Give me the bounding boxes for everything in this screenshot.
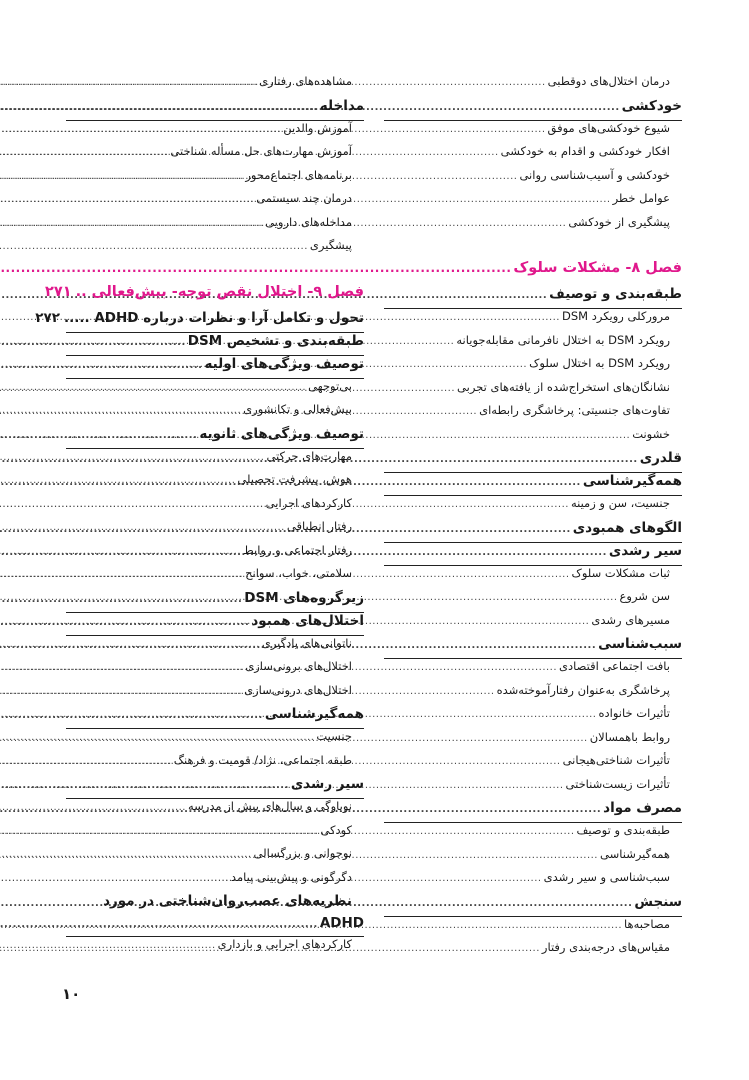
toc-entry-title: طبقه‌بندی و تشخیص DSM <box>187 332 364 349</box>
toc-entry-title: کارکردهای اجرایی <box>265 495 352 510</box>
toc-dot-leader <box>0 826 318 837</box>
toc-entry-main <box>66 776 364 799</box>
toc-entry-title: تأثیرات شناختی‌هیجانی <box>562 753 670 767</box>
toc-entry-sub <box>384 566 682 590</box>
toc-entry-sub <box>66 799 364 823</box>
toc-entry-title: سنجش <box>634 893 682 910</box>
toc-entry-main <box>66 613 364 636</box>
toc-entry-title: اختلال‌های همبود <box>251 612 364 629</box>
toc-entry-title: هوش، پیشرفت تحصیلی <box>237 472 352 486</box>
toc-entry-main <box>66 98 364 121</box>
toc-entry-sub <box>66 937 364 961</box>
toc-entry-sub <box>66 168 364 192</box>
toc-entry-main <box>384 800 682 823</box>
toc-entry-main <box>66 333 364 356</box>
toc-entry-sub <box>384 753 682 777</box>
toc-dot-leader <box>0 147 168 158</box>
toc-entry-title: رویکرد DSM به اختلال سلوک <box>529 356 670 370</box>
toc-entry-title: نوجوانی و بزرگسالی <box>253 846 352 860</box>
toc-entry-title: مسیرهای رشدی <box>591 612 670 627</box>
toc-entry-sub <box>384 144 682 168</box>
toc-entry-title: افکار خودکشی و اقدام به خودکشی <box>500 144 670 158</box>
toc-dot-leader <box>0 732 314 743</box>
toc-entry-title: مداخله <box>319 97 364 114</box>
toc-entry-title: آموزش مهارت‌های حل مسأله شناختی <box>170 144 352 158</box>
page-number: ۱۰ <box>62 985 81 1003</box>
toc-dot-leader <box>0 756 172 767</box>
toc-entry-main <box>384 543 682 566</box>
toc-entry-title: تأثیرات زیست‌شناختی <box>565 776 670 791</box>
toc-entry-title: نظریه‌های عصب‌روان‌شناختی در مورد <box>103 893 352 909</box>
toc-dot-leader <box>0 594 242 605</box>
toc-entry-title: طبقه اجتماعی، نژاد/ قومیت و فرهنگ <box>173 752 352 767</box>
toc-entry-sub <box>66 870 364 894</box>
toc-entry-multi-top <box>66 893 364 915</box>
toc-entry-title: سبب‌شناسی و سیر رشدی <box>543 870 670 884</box>
toc-entry-title: بافت اجتماعی اقتصادی <box>559 659 670 673</box>
toc-dot-leader <box>0 802 186 813</box>
toc-entry-main <box>66 356 364 379</box>
toc-entry-sub <box>384 215 682 239</box>
toc-entry-sub <box>384 496 682 520</box>
toc-entry-title: تحول و تکامل آرا و نظرات درباره ADHD ..... <box>64 309 364 326</box>
toc-entry-sub <box>384 870 682 894</box>
toc-entry-title: همه‌گیرشناسی <box>600 846 670 861</box>
toc-dot-leader <box>0 430 197 441</box>
toc-entry-title: مرورکلی رویکرد DSM <box>562 309 670 323</box>
toc-entry-title: مصرف مواد <box>603 800 682 816</box>
toc-entry-title: بی‌توجهی <box>308 378 352 393</box>
toc-entry-title: کارکردهای اجرایی و بازداری <box>217 937 352 951</box>
toc-entry-sub <box>66 74 364 98</box>
toc-entry-title: شیوع خودکشی‌های موفق <box>547 120 670 135</box>
toc-entry-title: پیشگیری از خودکشی <box>568 214 670 229</box>
toc-entry-title: بیش‌فعالی و تکانشوری <box>243 402 352 416</box>
toc-entry-sub <box>384 730 682 754</box>
toc-entry-title: جنسیت، سن و زمینه <box>570 496 670 510</box>
toc-entry-sub <box>384 309 682 333</box>
toc-dot-leader <box>0 686 242 697</box>
toc-entry-title: دگرگونی و پیش‌بینی پیامد <box>230 869 352 884</box>
toc-dot-leader <box>0 171 243 182</box>
toc-entry-sub <box>384 940 682 964</box>
toc-dot-leader <box>0 124 281 135</box>
toc-entry-title: برنامه‌های اجتماع‌محور <box>245 167 352 182</box>
toc-entry-title: عوامل خطر <box>612 191 670 205</box>
toc-entry-chapter <box>384 260 682 286</box>
toc-entry-chapter <box>45 283 364 310</box>
toc-entry-title: همه‌گیرشناسی <box>264 706 364 722</box>
toc-dot-leader <box>0 522 285 533</box>
toc-entry-title: درمان چند سیستمی <box>256 191 352 205</box>
toc-entry-main <box>35 309 364 333</box>
toc-entry-title: الگوهای همبودی <box>572 519 682 536</box>
toc-entry-title: رویکرد DSM به اختلال نافرمانی مقابله‌جویانه <box>456 332 670 347</box>
toc-dot-leader <box>0 194 254 205</box>
toc-entry-sub <box>66 496 364 520</box>
toc-entry-page: ۲۷۱ <box>45 283 72 300</box>
toc-entry-sub <box>384 659 682 683</box>
toc-entry-sub <box>384 777 682 801</box>
toc-entry-sub <box>384 74 682 98</box>
toc-entry-title: خودکشی و آسیب‌شناسی روانی <box>519 167 670 182</box>
toc-entry-title: طبقه‌بندی و توصیف <box>549 286 682 302</box>
toc-dot-leader <box>0 780 289 791</box>
toc-entry-title: سیر رشدی <box>608 542 682 559</box>
toc-entry-main <box>384 636 682 659</box>
toc-entry-main <box>384 473 682 496</box>
toc-dot-leader <box>0 360 202 371</box>
toc-entry-title: همه‌گیرشناسی <box>582 473 682 489</box>
toc-entry-sub <box>384 706 682 730</box>
toc-dot-leader <box>0 337 186 348</box>
toc-entry-title: مقیاس‌های درجه‌بندی رفتار <box>541 940 670 954</box>
toc-entry-title: مشاهده‌های رفتاری <box>259 74 352 88</box>
toc-entry-sub <box>384 380 682 404</box>
toc-entry-sub <box>66 543 364 567</box>
toc-entry-title: زیرگروه‌های DSM <box>244 589 364 606</box>
toc-entry-sub <box>66 729 364 753</box>
toc-entry-sub <box>384 121 682 145</box>
toc-entry-title: توصیف ویژگی‌های اولیه <box>204 355 364 372</box>
toc-entry-title: روابط باهمسالان <box>589 729 670 744</box>
toc-entry-sub <box>384 847 682 871</box>
toc-entry-title: ADHD <box>319 915 364 931</box>
toc-entry-sub <box>66 449 364 473</box>
toc-dot-leader <box>0 452 264 463</box>
toc-entry-sub <box>384 427 682 451</box>
toc-entry-title: سبب‌شناسی <box>598 636 682 652</box>
toc-entry-title: سیر رشدی <box>290 776 364 792</box>
toc-entry-main <box>384 450 682 473</box>
toc-entry-sub <box>384 403 682 427</box>
toc-dot-leader <box>0 499 264 510</box>
toc-dot-leader <box>0 873 229 884</box>
toc-entry-title: خشونت <box>632 426 670 441</box>
toc-entry-title: تفاوت‌های جنسیتی: پرخاشگری رابطه‌ای <box>479 403 670 417</box>
toc-entry-sub <box>384 917 682 941</box>
toc-entry-title: کودکی <box>320 822 352 837</box>
toc-dot-leader <box>0 241 308 252</box>
toc-entry-sub <box>66 636 364 660</box>
toc-dot-leader <box>0 940 216 951</box>
toc-entry-title: اختلال‌های برونی‌سازی <box>245 659 352 673</box>
toc-dot-leader <box>0 546 241 557</box>
toc-entry-sub <box>384 613 682 637</box>
toc-entry-title: فصل ۹- اختلال نقص توجه- بیش‌فعالی .. <box>75 283 364 300</box>
toc-dot-leader <box>0 77 257 88</box>
toc-dot-leader <box>0 849 252 860</box>
toc-entry-page: ۲۷۲ <box>35 309 60 326</box>
toc-entry-title: درمان اختلال‌های دوقطبی <box>547 74 670 88</box>
toc-dot-leader <box>0 405 241 416</box>
toc-column-right <box>384 74 682 964</box>
toc-dot-leader <box>0 710 263 721</box>
toc-entry-title: نوباوگی و سال‌های پیش از مدرسه <box>188 799 352 813</box>
toc-entry-title: جنسیت <box>316 729 352 743</box>
toc-entry-title: اختلال‌های درونی‌سازی <box>244 682 352 697</box>
toc-entry-sub <box>384 168 682 192</box>
toc-entry-sub <box>66 846 364 870</box>
toc-entry-sub <box>66 472 364 496</box>
toc-entry-sub <box>384 333 682 357</box>
toc-dot-leader <box>0 662 243 673</box>
toc-entry-sub <box>66 683 364 707</box>
toc-entry-title: قلدری <box>639 450 682 466</box>
toc-entry-sub <box>66 215 364 239</box>
toc-entry-title: مصاحبه‌ها <box>624 916 670 931</box>
toc-entry-sub <box>66 238 364 262</box>
toc-entry-sub <box>66 659 364 683</box>
toc-dot-leader <box>0 919 318 930</box>
toc-entry-title: طبقه‌بندی و توصیف <box>576 823 670 837</box>
toc-entry-title: ناتوانی‌های یادگیری <box>261 635 352 650</box>
toc-entry-main <box>384 520 682 543</box>
toc-entry-sub <box>384 589 682 613</box>
toc-entry-sub <box>384 683 682 707</box>
toc-entry-title: پیشگیری <box>309 238 352 252</box>
toc-entry-sub <box>66 379 364 403</box>
toc-entry-sub <box>66 402 364 426</box>
toc-entry-title: ثبات مشکلات سلوک <box>571 565 670 580</box>
toc-entry-sub <box>384 823 682 847</box>
toc-entry-sub <box>66 753 364 777</box>
toc-entry-title: مداخله‌های دارویی <box>265 214 352 229</box>
toc-entry-title: مهارت‌های حرکتی <box>266 448 352 463</box>
toc-entry-main <box>384 286 682 309</box>
toc-entry-sub <box>384 356 682 380</box>
toc-entry-sub <box>66 566 364 590</box>
toc-dot-leader <box>0 102 318 113</box>
toc-entry-title: نشانگان‌های استخراج‌شده از یافته‌های تجربی <box>457 379 670 394</box>
toc-entry-sub <box>66 823 364 847</box>
toc-dot-leader <box>0 218 263 229</box>
toc-column-left <box>35 74 364 961</box>
toc-entry-title: تأثیرات خانواده <box>598 706 670 720</box>
toc-entry-title: توصیف ویژگی‌های ثانویه <box>199 425 364 442</box>
toc-entry-main <box>384 98 682 121</box>
toc-entry-sub <box>66 121 364 145</box>
toc-entry-title: رفتار اجتماعی و روابط <box>243 542 352 557</box>
toc-entry-title: سلامتی، خواب، سوانح <box>245 566 352 580</box>
toc-dot-leader <box>0 382 306 393</box>
toc-dot-leader <box>0 475 235 486</box>
toc-entry-sub <box>66 519 364 543</box>
toc-dot-leader <box>0 617 249 628</box>
toc-entry-title: رفتار انطباقی <box>286 519 352 533</box>
toc-entry-sub <box>66 144 364 168</box>
toc-entry-title: پرخاشگری به‌عنوان رفتارآموخته‌شده <box>496 682 670 697</box>
toc-entry-title: فصل ۸- مشکلات سلوک <box>513 260 682 276</box>
toc-entry-title: خودکشی <box>621 97 682 114</box>
toc-entry-main <box>66 426 364 449</box>
toc-entry-main <box>66 590 364 613</box>
toc-dot-leader <box>0 639 260 650</box>
toc-entry-title: سن شروع <box>619 589 670 603</box>
toc-entry-title: آموزش والدین <box>283 120 352 135</box>
toc-entry-main <box>384 894 682 917</box>
toc-entry-multi-bot <box>66 915 364 937</box>
toc-entry-sub <box>66 191 364 215</box>
toc-entry-sub <box>384 191 682 215</box>
toc-entry-main <box>66 706 364 729</box>
toc-dot-leader <box>0 569 243 580</box>
